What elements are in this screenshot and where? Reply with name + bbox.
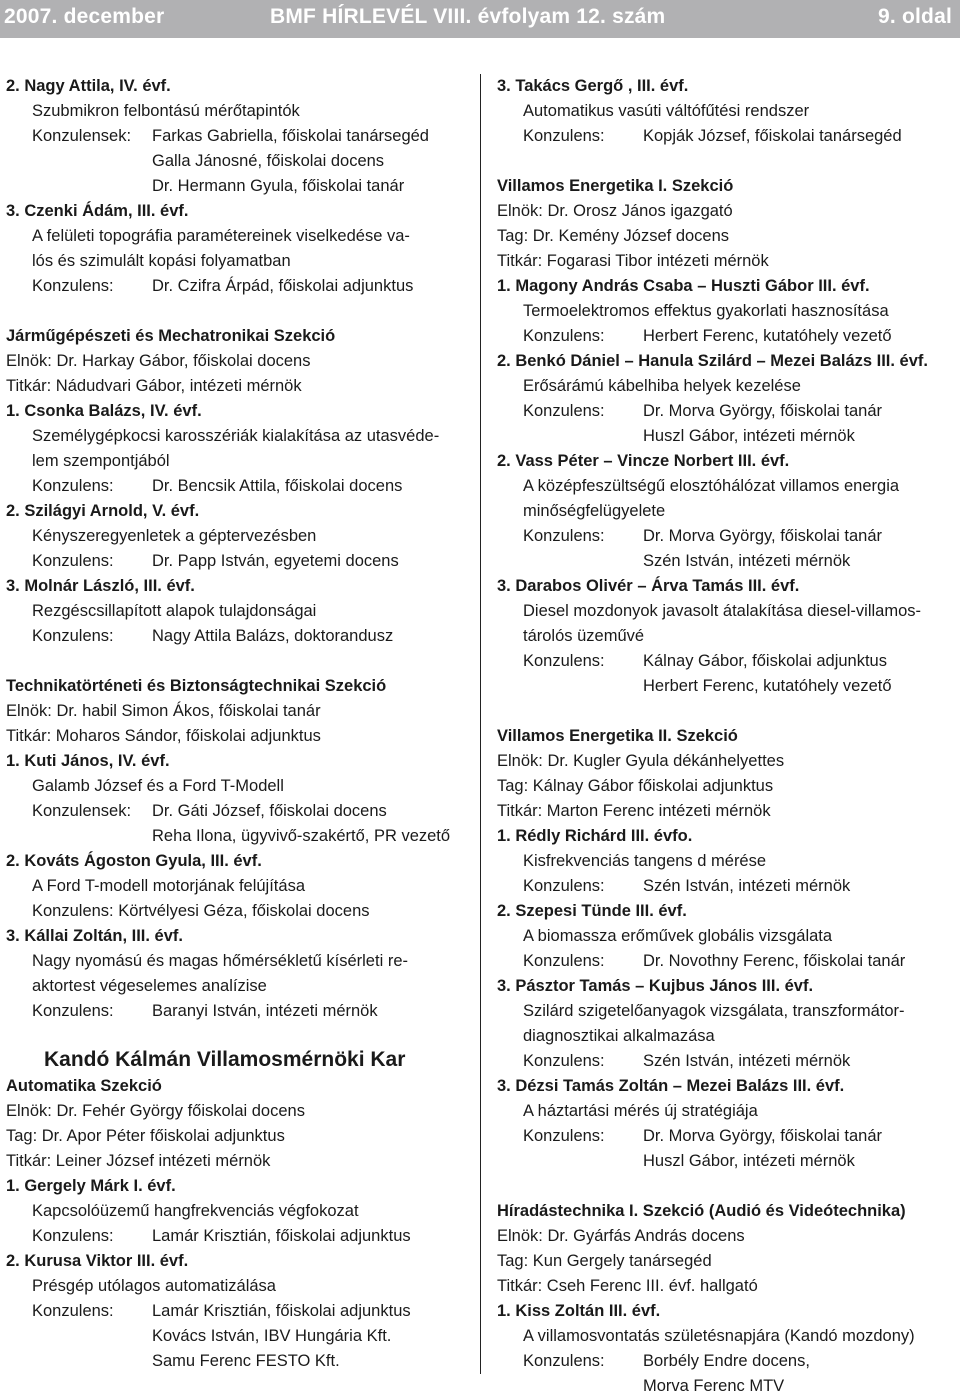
left-column-heading-line-27: Technikatörténeti és Biztonságtechnikai Szekció: [6, 677, 387, 695]
right-column-text-line-26: Konzulens:: [523, 652, 605, 670]
right-column-heading-line-29: Villamos Energetika II. Szekció: [497, 727, 738, 745]
left-column-text-line-16: lem szempontjából: [32, 452, 170, 470]
publication-title: BMF HÍRLEVÉL VIII. évfolyam 12. szám: [270, 5, 666, 28]
right-column-heading-line-33: 1. Rédly Richárd III. évfo.: [497, 827, 693, 845]
left-column-text-line-13: Titkár: Nádudvari Gábor, intézeti mérnök: [6, 377, 302, 395]
right-column-text-line-59: Morva Ferenc MTV: [643, 1377, 785, 1395]
left-column-text-line-12: Elnök: Dr. Harkay Gábor, főiskolai docens: [6, 352, 311, 370]
left-column-text-line-3: Farkas Gabriella, főiskolai tanársegéd: [152, 127, 429, 145]
right-column-text-line-6: Tag: Dr. Kemény József docens: [497, 227, 730, 245]
right-column-text-line-1: Automatikus vasúti váltófűtési rendszer: [523, 102, 810, 120]
right-column-text-line-25: tárolós üzeművé: [523, 627, 645, 645]
right-column-text-line-22: Szén István, intézeti mérnök: [643, 552, 851, 570]
left-column-text-line-34: Reha Ilona, ügyvivő-szakértő, PR vezető: [152, 827, 451, 845]
left-column-text-line-7: A felületi topográfia paramétereinek viselkedése va-: [32, 227, 410, 245]
right-column-text-line-44: Konzulens:: [523, 1052, 605, 1070]
right-column-text-line-40: Dr. Novothny Ferenc, főiskolai tanár: [643, 952, 906, 970]
right-column-text-line-31: Tag: Kálnay Gábor főiskolai adjunktus: [497, 777, 774, 795]
right-column-text-line-5: Elnök: Dr. Orosz János igazgató: [497, 202, 733, 220]
left-column-text-line-8: lós és szimulált kopási folyamatban: [32, 252, 291, 270]
left-column-text-line-51: Lamár Krisztián, főiskolai adjunktus: [152, 1227, 411, 1245]
right-column-text-line-36: Szén István, intézeti mérnök: [643, 877, 851, 895]
left-column-heading-line-38: 3. Kállai Zoltán, III. évf.: [6, 927, 183, 945]
page-number: 9. oldal: [878, 5, 952, 28]
right-column-text-line-45: Szén István, intézeti mérnök: [643, 1052, 851, 1070]
right-column-text-line-14: Konzulens:: [523, 402, 605, 420]
left-column-heading-line-6: 3. Czenki Ádám, III. évf.: [6, 202, 189, 220]
right-column-heading-line-4: Villamos Energetika I. Szekció: [497, 177, 734, 195]
left-column-heading-line-44: Automatika Szekció: [6, 1077, 162, 1095]
left-column-text-line-29: Titkár: Moharos Sándor, főiskolai adjunktus: [6, 727, 321, 745]
right-column-text-line-16: Huszl Gábor, intézeti mérnök: [643, 427, 855, 445]
right-column-text-line-49: Dr. Morva György, főiskolai tanár: [643, 1127, 883, 1145]
right-column-text-line-10: Konzulens:: [523, 327, 605, 345]
right-column-text-line-11: Herbert Ferenc, kutatóhely vezető: [643, 327, 892, 345]
right-column-text-line-15: Dr. Morva György, főiskolai tanár: [643, 402, 883, 420]
left-column-text-line-40: aktortest végeselemes analízise: [32, 977, 267, 995]
left-column-text-line-1: Szubmikron felbontású mérőtapintók: [32, 102, 300, 120]
left-column-text-line-20: Kényszeregyenletek a géptervezésben: [32, 527, 317, 545]
left-column-heading-line-11: Járműgépészeti és Mechatronikai Szekció: [6, 327, 336, 345]
left-column-text-line-32: Konzulensek:: [32, 802, 132, 820]
left-column-text-line-46: Tag: Dr. Apor Péter főiskolai adjunktus: [6, 1127, 285, 1145]
left-column-text-line-9: Konzulens:: [32, 277, 114, 295]
right-column-text-line-57: Konzulens:: [523, 1352, 605, 1370]
right-column-text-line-43: diagnosztikai alkalmazása: [523, 1027, 715, 1045]
right-column-text-line-18: A középfeszültségű elosztóhálózat villamos energia: [523, 477, 900, 495]
right-column-heading-line-55: 1. Kiss Zoltán III. évf.: [497, 1302, 661, 1320]
left-column-heading-line-14: 1. Csonka Balázs, IV. évf.: [6, 402, 202, 420]
left-column-text-line-53: Présgép utólagos automatizálása: [32, 1277, 276, 1295]
right-column-heading-line-37: 2. Szepesi Tünde III. évf.: [497, 902, 687, 920]
right-column-text-line-19: minőségfelügyelete: [523, 502, 666, 520]
right-column-text-line-32: Titkár: Marton Ferenc intézeti mérnök: [497, 802, 771, 820]
left-column-text-line-24: Rezgéscsillapított alapok tulajdonságai: [32, 602, 317, 620]
right-column-text-line-28: Herbert Ferenc, kutatóhely vezető: [643, 677, 892, 695]
left-column-heading-line-23: 3. Molnár László, III. évf.: [6, 577, 195, 595]
right-column-text-line-13: Erősárámú kábelhiba helyek kezelése: [523, 377, 801, 395]
right-column-text-line-3: Kopják József, főiskolai tanársegéd: [643, 127, 902, 145]
left-column-heading-line-52: 2. Kurusa Viktor III. évf.: [6, 1252, 189, 1270]
left-column-text-line-4: Galla Jánosné, főiskolai docens: [152, 152, 385, 170]
right-column-heading-line-0: 3. Takács Gergő , III. évf.: [497, 77, 689, 95]
left-column-heading-line-0: 2. Nagy Attila, IV. évf.: [6, 77, 171, 95]
right-column-text-line-42: Szilárd szigetelőanyagok vizsgálata, transzformátor-: [523, 1002, 905, 1020]
right-column-text-line-58: Borbély Endre docens,: [643, 1352, 810, 1370]
column-divider: [480, 74, 481, 1374]
left-column-text-line-26: Nagy Attila Balázs, doktorandusz: [152, 627, 394, 645]
right-column-text-line-48: Konzulens:: [523, 1127, 605, 1145]
left-column-text-line-57: Samu Ferenc FESTO Kft.: [152, 1352, 340, 1370]
right-column-text-line-7: Titkár: Fogarasi Tibor intézeti mérnök: [497, 252, 769, 270]
right-column-heading-line-12: 2. Benkó Dániel – Hanula Szilárd – Mezei Balázs III. évf.: [497, 352, 928, 370]
left-column-text-line-54: Konzulens:: [32, 1302, 114, 1320]
right-column-text-line-2: Konzulens:: [523, 127, 605, 145]
left-column-text-line-25: Konzulens:: [32, 627, 114, 645]
right-column-text-line-24: Diesel mozdonyok javasolt átalakítása diesel-villamos-: [523, 602, 922, 620]
left-column-faculty-title-43: Kandó Kálmán Villamosmérnöki Kar: [44, 1048, 406, 1071]
left-column-heading-line-48: 1. Gergely Márk I. évf.: [6, 1177, 176, 1195]
left-column-heading-line-30: 1. Kuti János, IV. évf.: [6, 752, 170, 770]
right-column-heading-line-41: 3. Pásztor Tamás – Kujbus János III. évf.: [497, 977, 814, 995]
right-column-text-line-20: Konzulens:: [523, 527, 605, 545]
left-column-text-line-37: Konzulens: Körtvélyesi Géza, főiskolai docens: [32, 902, 370, 920]
left-column-text-line-56: Kovács István, IBV Hungária Kft.: [152, 1327, 392, 1345]
left-column-text-line-2: Konzulensek:: [32, 127, 132, 145]
right-column-heading-line-23: 3. Darabos Olivér – Árva Tamás III. évf.: [497, 577, 800, 595]
right-column-text-line-30: Elnök: Dr. Kugler Gyula dékánhelyettes: [497, 752, 785, 770]
right-column-text-line-9: Termoelektromos effektus gyakorlati hasznosítása: [523, 302, 889, 320]
right-column-text-line-53: Tag: Kun Gergely tanársegéd: [497, 1252, 712, 1270]
left-column-text-line-42: Baranyi István, intézeti mérnök: [152, 1002, 378, 1020]
issue-date: 2007. december: [4, 5, 165, 28]
left-column-text-line-18: Dr. Bencsik Attila, főiskolai docens: [152, 477, 403, 495]
right-column-text-line-34: Kisfrekvenciás tangens d mérése: [523, 852, 767, 870]
right-column-text-line-56: A villamosvontatás születésnapjára (Kandó mozdony): [523, 1327, 915, 1345]
page-header: [0, 0, 960, 38]
right-column-text-line-38: A biomassza erőművek globális vizsgálata: [523, 927, 833, 945]
left-column-text-line-21: Konzulens:: [32, 552, 114, 570]
left-column-heading-line-19: 2. Szilágyi Arnold, V. évf.: [6, 502, 200, 520]
left-column-text-line-47: Titkár: Leiner József intézeti mérnök: [6, 1152, 271, 1170]
left-column-text-line-33: Dr. Gáti József, főiskolai docens: [152, 802, 387, 820]
right-column-text-line-47: A háztartási mérés új stratégiája: [523, 1102, 758, 1120]
left-column-text-line-5: Dr. Hermann Gyula, főiskolai tanár: [152, 177, 405, 195]
right-column-text-line-54: Titkár: Cseh Ferenc III. évf. hallgató: [497, 1277, 758, 1295]
right-column-text-line-50: Huszl Gábor, intézeti mérnök: [643, 1152, 855, 1170]
right-column-text-line-52: Elnök: Dr. Gyárfás András docens: [497, 1227, 745, 1245]
right-column-heading-line-51: Híradástechnika I. Szekció (Audió és Videótechnika): [497, 1202, 906, 1220]
right-column-heading-line-8: 1. Magony András Csaba – Huszti Gábor III. évf.: [497, 277, 870, 295]
left-column-text-line-22: Dr. Papp István, egyetemi docens: [152, 552, 399, 570]
left-column-text-line-15: Személygépkocsi karosszériák kialakítása az utasvéde-: [32, 427, 440, 445]
left-column-text-line-55: Lamár Krisztián, főiskolai adjunktus: [152, 1302, 411, 1320]
left-column-text-line-39: Nagy nyomású és magas hőmérsékletű kísérleti re-: [32, 952, 408, 970]
right-column-heading-line-17: 2. Vass Péter – Vincze Norbert III. évf.: [497, 452, 790, 470]
left-column-text-line-49: Kapcsolóüzemű hangfrekvenciás végfokozat: [32, 1202, 359, 1220]
left-column-text-line-28: Elnök: Dr. habil Simon Ákos, főiskolai tanár: [6, 702, 321, 720]
left-column-text-line-36: A Ford T-modell motorjának felújítása: [32, 877, 305, 895]
right-column-text-line-21: Dr. Morva György, főiskolai tanár: [643, 527, 883, 545]
left-column-text-line-17: Konzulens:: [32, 477, 114, 495]
left-column-text-line-50: Konzulens:: [32, 1227, 114, 1245]
left-column-heading-line-35: 2. Kováts Ágoston Gyula, III. évf.: [6, 852, 262, 870]
left-column-text-line-45: Elnök: Dr. Fehér György főiskolai docens: [6, 1102, 305, 1120]
left-column-text-line-31: Galamb József és a Ford T-Modell: [32, 777, 284, 795]
left-column-text-line-41: Konzulens:: [32, 1002, 114, 1020]
right-column-text-line-35: Konzulens:: [523, 877, 605, 895]
right-column-text-line-39: Konzulens:: [523, 952, 605, 970]
right-column-text-line-27: Kálnay Gábor, főiskolai adjunktus: [643, 652, 887, 670]
right-column-heading-line-46: 3. Dézsi Tamás Zoltán – Mezei Balázs III. évf.: [497, 1077, 845, 1095]
left-column-text-line-10: Dr. Czifra Árpád, főiskolai adjunktus: [152, 277, 414, 295]
